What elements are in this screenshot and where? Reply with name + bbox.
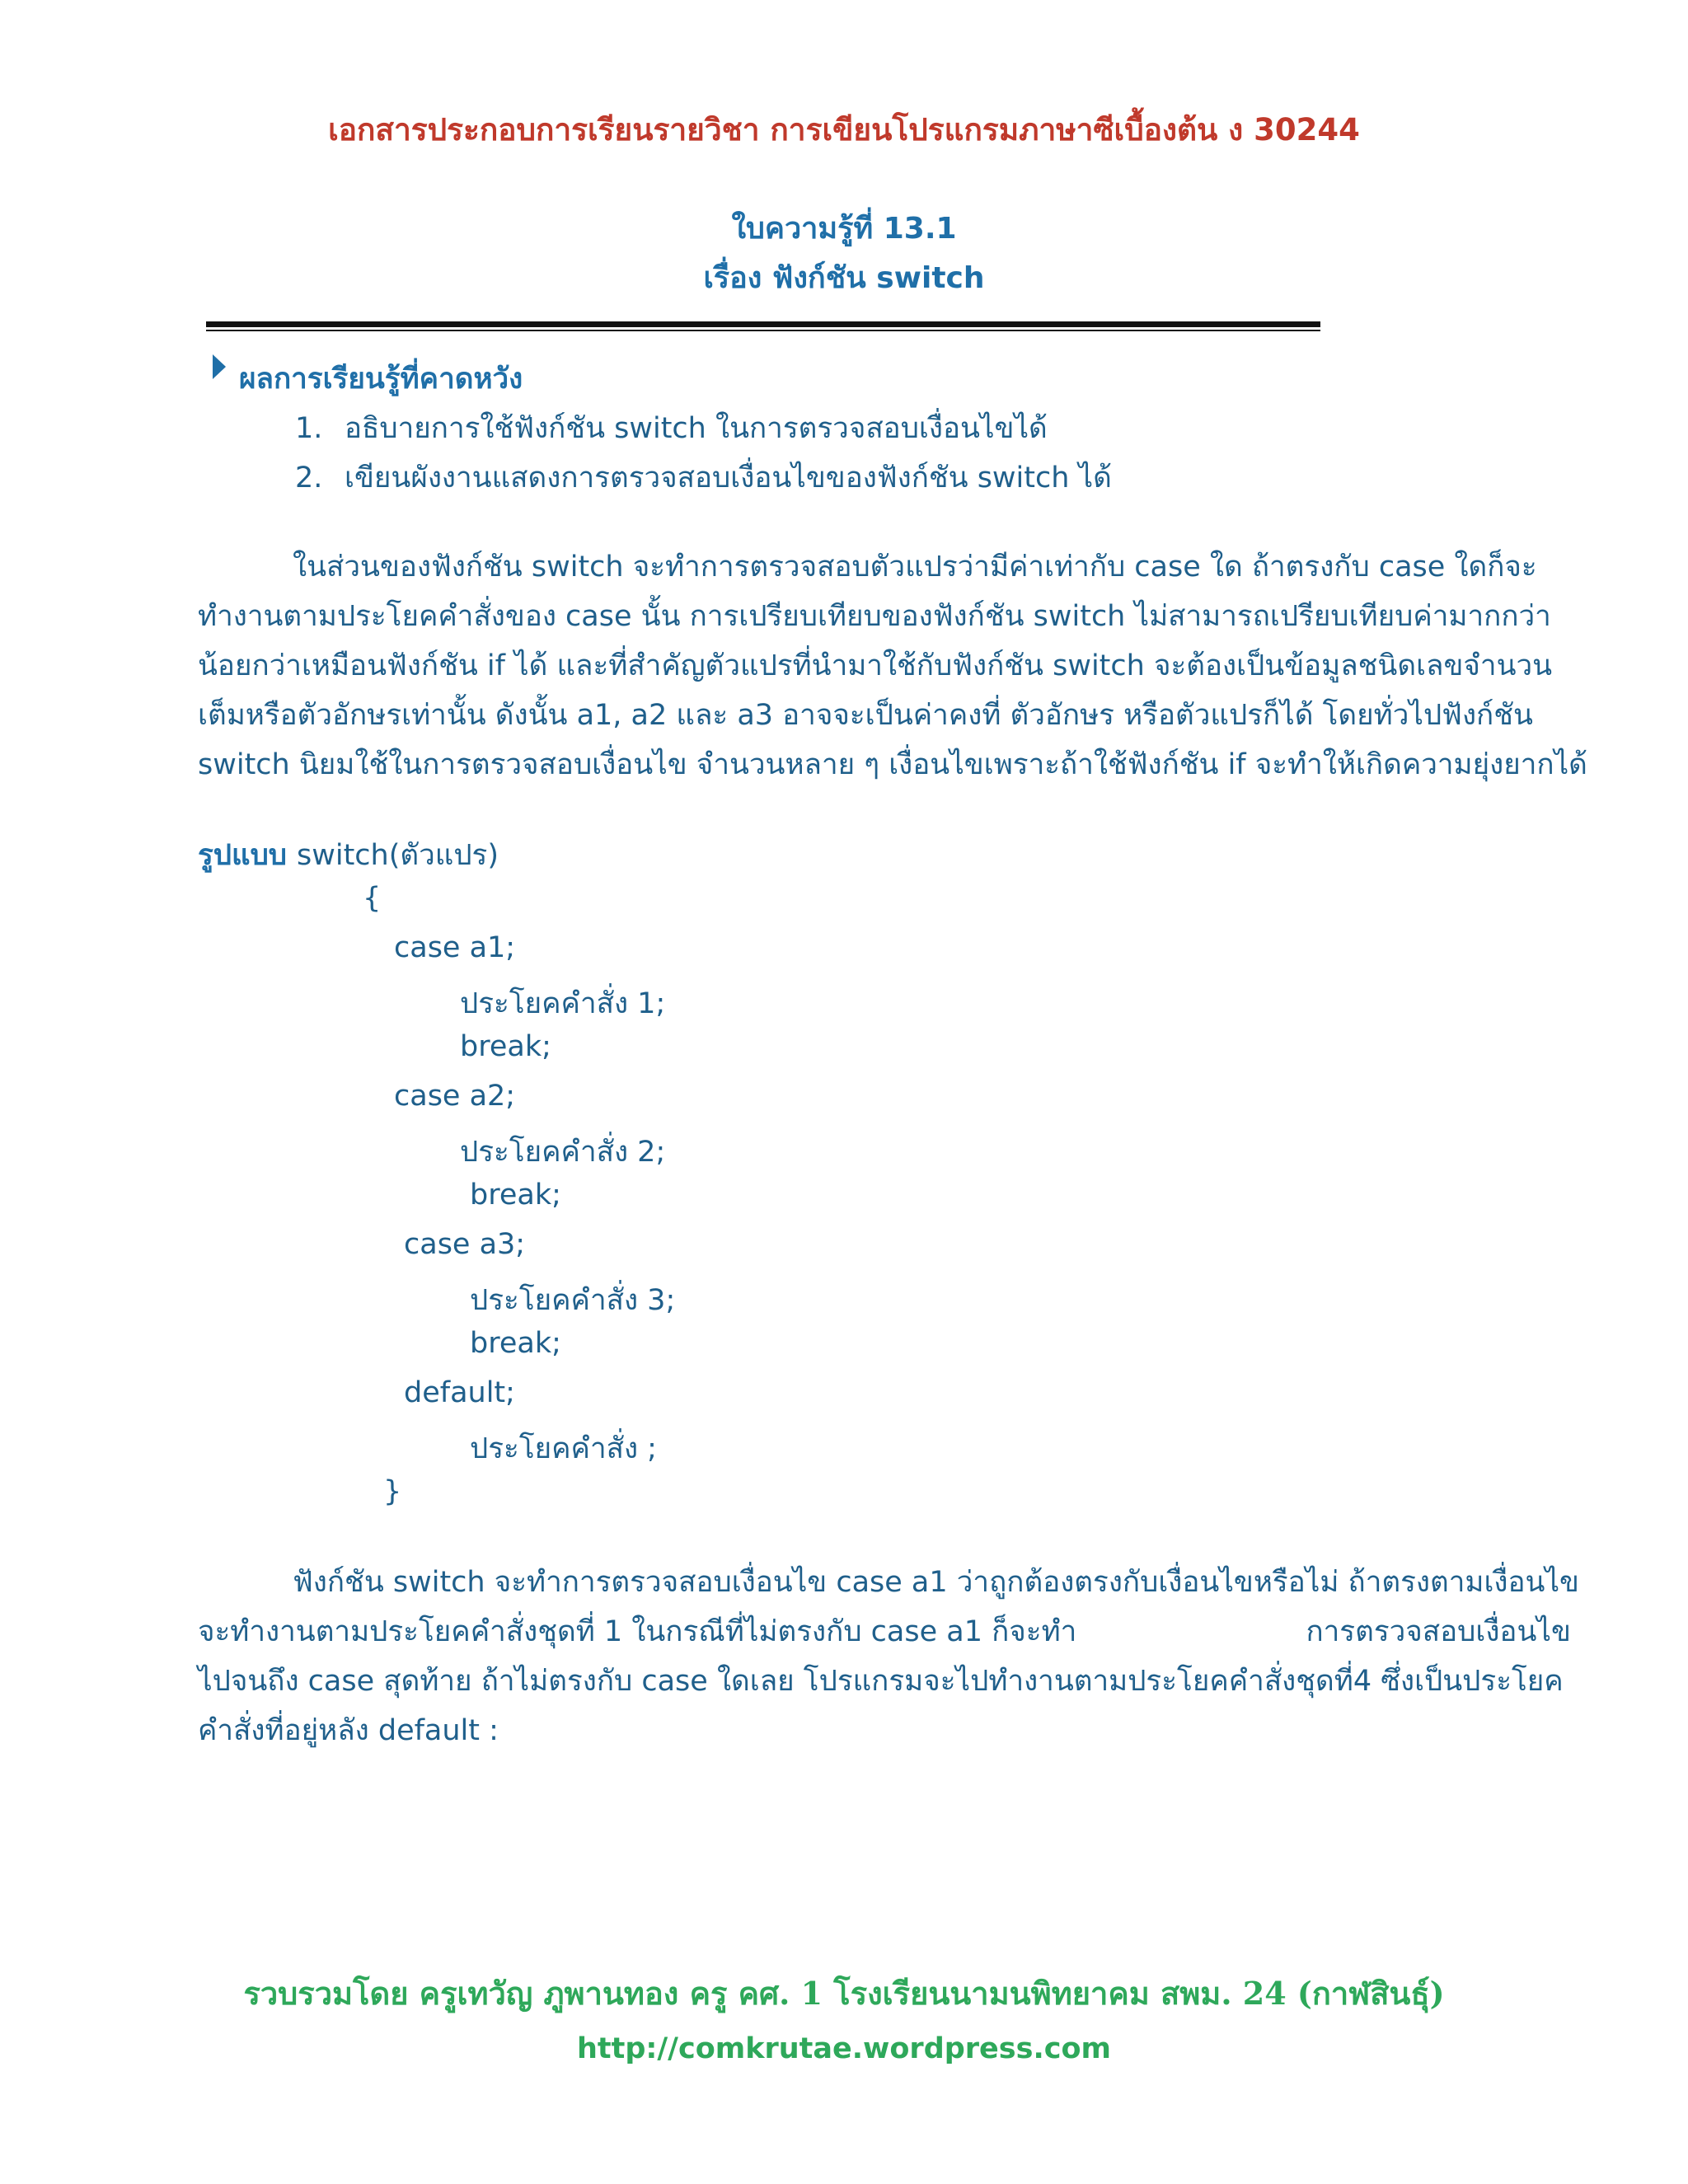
bullet-arrow-icon [213,354,226,379]
outcome-text: เขียนผังงานแสดงการตรวจสอบเงื่อนไขของฟังก์ชัน switch ได้ [345,462,1112,494]
outcome-item [295,405,1048,451]
header-divider-thick [206,321,1320,327]
code-line: break; [470,1179,561,1212]
paragraph2-line: ไปจนถึง case สุดท้าย ถ้าไม่ตรงกับ case ใดเลย โปรแกรมจะไปทำงานตามประโยคคำสั่งชุดที่4 ซึ่งเป็นประโยค [198,1665,1564,1698]
paragraph1-line: ทำงานตามประโยคคำสั่งของ case นั้น การเปรียบเทียบของฟังก์ชัน switch ไม่สามารถเปรียบเทียบค่ามากกว่า [198,600,1551,633]
code-line: break; [460,1030,551,1063]
outcome-number: 2. [295,462,323,494]
code-line: break; [470,1327,561,1360]
outcomes-heading: ผลการเรียนรู้ที่คาดหวัง [239,363,523,396]
footer-credit: รวบรวมโดย ครูเทวัญ ภูพานทอง ครู คศ. 1 โรงเรียนนามนพิทยาคม สพม. 24 (กาฬสินธุ์) [243,1975,1445,2012]
knowledge-sheet-number: ใบความรู้ที่ 13.1 [731,212,957,246]
header-divider-thin [206,330,1320,331]
code-line: case a2; [394,1080,516,1113]
paragraph1-line: ในส่วนของฟังก์ชัน switch จะทำการตรวจสอบตัวแปรว่ามีค่าเท่ากับ case ใด ถ้าตรงกับ case ใดก็จะ [293,551,1537,583]
code-line: ประโยคคำสั่ง ; [470,1432,657,1465]
paragraph2-line: คำสั่งที่อยู่หลัง default : [198,1714,499,1747]
code-line: ประโยคคำสั่ง 2; [460,1136,666,1169]
paragraph1-line: น้อยกว่าเหมือนฟังก์ชัน if ได้ และที่สำคัญตัวแปรที่นำมาใช้กับฟังก์ชัน switch จะต้องเป็นข้อมูลชนิดเลขจำนวน [198,649,1553,682]
code-line: case a3; [404,1228,526,1261]
paragraph1-line: switch นิยมใช้ในการตรวจสอบเงื่อนไข จำนวนหลาย ๆ เงื่อนไขเพราะถ้าใช้ฟังก์ชัน if จะทำให้เกิดความยุ่งยากได้ [198,748,1587,781]
code-line: case a1; [394,931,516,964]
code-line: { [363,882,382,915]
knowledge-sheet-subject: เรื่อง ฟังก์ชัน switch [703,261,985,295]
paragraph2-line: ฟังก์ชัน switch จะทำการตรวจสอบเงื่อนไข case a1 ว่าถูกต้องตรงกับเงื่อนไขหรือไม่ ถ้าตรงตามเงื่อนไข [293,1566,1579,1599]
outcome-item [295,455,1112,500]
code-line: ประโยคคำสั่ง 1; [460,987,666,1020]
code-line: ประโยคคำสั่ง 3; [470,1284,676,1317]
footer-url-link[interactable]: http://comkrutae.wordpress.com [576,2032,1112,2065]
paragraph1-line: เต็มหรือตัวอักษรเท่านั้น ดังนั้น a1, a2 และ a3 อาจจะเป็นค่าคงที่ ตัวอักษร หรือตัวแปรก็ได้ โดยทั่วไปฟังก์ชัน [198,699,1533,732]
code-line: } [383,1475,402,1508]
paragraph2-line: จะทำงานตามประโยคคำสั่งชุดที่ 1 ในกรณีที่ไม่ตรงกับ case a1 ก็จะทำ การตรวจสอบเงื่อนไข [198,1615,1571,1648]
outcome-text: อธิบายการใช้ฟังก์ชัน switch ในการตรวจสอบเงื่อนไขได้ [345,412,1048,445]
code-line: default; [404,1376,515,1409]
outcome-number: 1. [295,412,323,445]
document-header-title: เอกสารประกอบการเรียนรายวิชา การเขียนโปรแกรมภาษาซีเบื้องต้น ง 30244 [328,112,1360,148]
syntax-switch-head: switch(ตัวแปร) [297,839,499,872]
syntax-label: รูปแบบ [198,839,288,872]
